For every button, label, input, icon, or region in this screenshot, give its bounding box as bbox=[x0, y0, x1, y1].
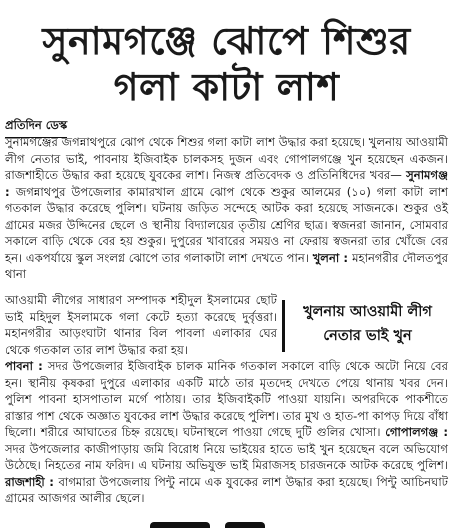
edge-mark bbox=[225, 522, 265, 528]
intro-text: সুনামগঞ্জের জগন্নাথপুরে ঝোপ থেকে শিশুর গলা কাটা লাশ উদ্ধার করা হয়েছে। খুলনায় আওয়ামী লীগ নেতার ভাই, পাবনায় ইজিবাইক চালকসহ দুজন এবং গোপালগঞ্জে খুন হয়েছেন একজন। রাজশাহীতে উদ্ধার করা হয়েছে যুবকের লাশ। নিজস্ব প্রতিবেদক ও প্রতিনিধিদের খবর— bbox=[5, 135, 448, 182]
para-khulna-rest: আওয়ামী লীগের সাধারণ সম্পাদক শহীদুল ইসলামের ছোট ভাই মহিদুল ইসলামকে গলা কেটে হত্যা করেছে দুর্বৃত্তরা। মহানগরীর আড়ংঘাটা থানার বিল পাবলা এলাকার ঘের থেকে গতকাল তার লাশ উদ্ধার করা হয়। bbox=[5, 293, 277, 357]
place-sunamganj: সুনামগঞ্জ : bbox=[5, 168, 448, 199]
pull-quote bbox=[282, 300, 442, 352]
para-khulna-start: মহানগরীর দৌলতপুর থানা bbox=[5, 250, 448, 281]
place-pabna: পাবনা : bbox=[5, 359, 48, 373]
edge-mark bbox=[150, 522, 210, 528]
byline: প্রতিদিন ডেস্ক bbox=[5, 117, 67, 138]
article-body-top bbox=[5, 134, 448, 283]
place-khulna: খুলনা : bbox=[312, 250, 353, 265]
para-gopalganj: সদর উপজেলার কাজীপাড়ায় জমি বিরোধ নিয়ে ভাইয়ের হাতে ভাই খুন হয়েছেন বলে অভিযোগ উঠেছে। নিহতের নাম ফরিদ। এ ঘটনায় অভিযুক্ত ভাই মিরাজসহ চারজনকে আটক করেছে পুলিশ। bbox=[5, 441, 448, 472]
para-sunamganj: জগন্নাথপুর উপজেলার কামারখাল গ্রামে ঝোপ থেকে শুকুর আলমের (১০) গলা কাটা লাশ গতকাল উদ্ধার করেছে পুলিশ। ঘটনায় জড়িত সন্দেহে আটক করা হয়েছে সাজনকে। শুকুর ওই গ্রামের মজর উদ্দিনের ছেলে ও স্থানীয় বিদ্যালয়ের তৃতীয় শ্রেণির ছাত্র। স্বজনরা জানান, সোমবার সকালে বাড়ি থেকে বের হয় শুকুর। দুপুরের খাবারের সময়ও না ফেরায় স্বজনরা তার খোঁজে বের হন। একপর্যায়ে স্কুল সংলগ্ন ঝোপে তার গলাকাটা লাশ দেখতে পান। bbox=[5, 184, 448, 265]
headline-line-1: সুনামগঞ্জে ঝোপে শিশুর bbox=[42, 19, 411, 63]
para-rajshahi: বাগমারা উপজেলায় পিন্টু নামে এক যুবকের লাশ উদ্ধার করা হয়েছে। পিন্টু আচিনঘাট গ্রামের আজগর আলীর ছেলে। bbox=[5, 474, 449, 505]
place-gopalganj: গোপালগঞ্জ : bbox=[385, 425, 449, 439]
place-rajshahi: রাজশাহী : bbox=[5, 474, 59, 489]
para-pabna: সদর উপজেলার ইজিবাইক চালক মানিক গতকাল সকালে বাড়ি থেকে অটো নিয়ে বের হন। স্থানীয় কৃষকরা দুপুরে এলাকার একটি মাঠে তার মৃতদেহ দেখতে পেয়ে থানায় খবর দেন। পুলিশ পাবনা হাসপাতাল মর্গে পাঠায়। তার ইজিবাইকটি পাওয়া যায়নি। অপরদিকে পাকশীতে রাস্তার পাশ থেকে অজ্ঞাত যুবকের লাশ উদ্ধার করেছে পুলিশ। তার মুখ ও হাত-পা কাপড় দিয়ে বাঁধা ছিলো। শরীরে আঘাতের চিহ্ন রয়েছে। ঘটনাস্থলে পাওয়া গেছে দুটি গুলির খোসা। bbox=[5, 359, 448, 439]
pull-quote-line-1: খুলনায় আওয়ামী লীগ bbox=[303, 304, 432, 320]
article-body-bottom bbox=[5, 358, 448, 507]
bottom-edge-decoration bbox=[0, 520, 453, 528]
pull-quote-line-2: নেতার ভাই খুন bbox=[323, 328, 412, 344]
headline-line-2: গলা কাটা লাশ bbox=[113, 65, 340, 109]
article-body-wrap bbox=[5, 292, 277, 358]
